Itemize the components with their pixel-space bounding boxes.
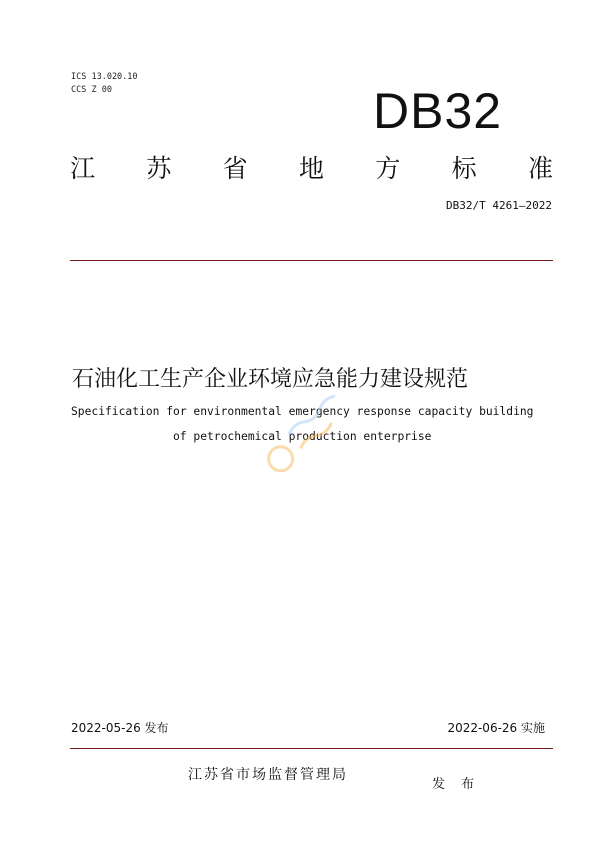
english-title-line-2: of petrochemical production enterprise — [173, 430, 432, 443]
english-title-line-1: Specification for environmental emergency response capacity building — [71, 405, 534, 418]
standard-type-char: 方 — [375, 154, 401, 183]
publish-label: 发 布 — [432, 777, 481, 792]
ccs-code: CCS Z 00 — [71, 85, 112, 95]
standard-type-char: 标 — [451, 154, 477, 183]
watermark-ring — [264, 442, 298, 476]
watermark-wave — [299, 420, 333, 450]
implementation-date: 2022-06-26 实施 — [447, 721, 545, 735]
ics-code: ICS 13.020.10 — [71, 72, 138, 82]
chinese-title: 石油化工生产企业环境应急能力建设规范 — [72, 367, 469, 392]
db-standard-mark: DB32 — [373, 83, 503, 139]
standard-type-char: 省 — [222, 154, 248, 183]
standard-type-char: 苏 — [146, 154, 172, 183]
standard-number: DB32/T 4261—2022 — [446, 199, 552, 212]
bottom-divider — [70, 748, 553, 749]
watermark-wave — [287, 394, 337, 437]
standard-type-title — [70, 154, 553, 184]
top-divider — [70, 260, 553, 261]
standard-type-char: 地 — [298, 154, 324, 183]
issue-date: 2022-05-26 发布 — [71, 721, 169, 735]
standard-type-char: 江 — [70, 154, 96, 183]
issuing-authority: 江苏省市场监督管理局 — [188, 767, 348, 783]
standard-type-char: 准 — [527, 154, 553, 183]
